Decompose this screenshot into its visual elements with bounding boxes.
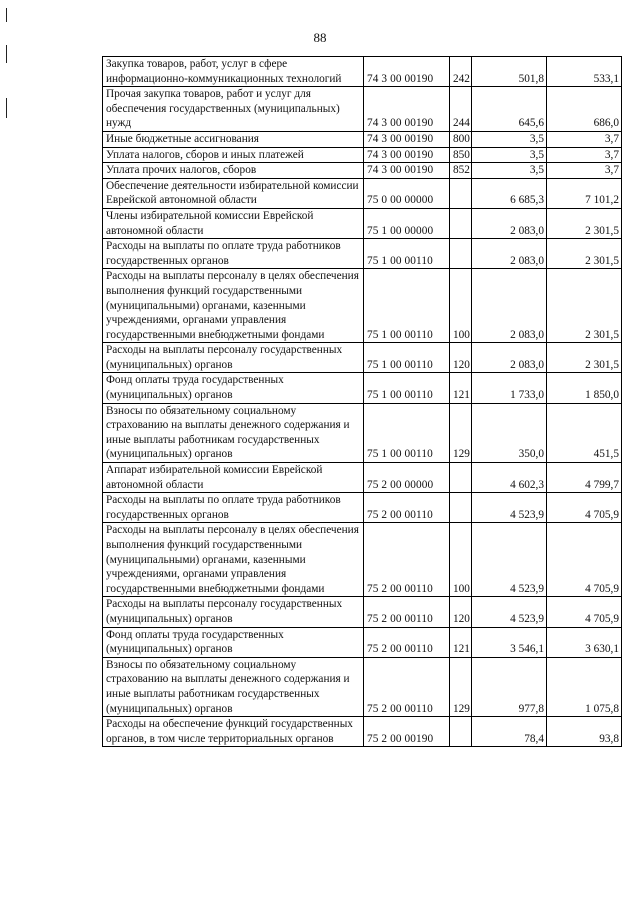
- row-year2: 3 630,1: [547, 627, 622, 657]
- table-row: [103, 87, 622, 132]
- row-vr: 120: [450, 343, 472, 373]
- row-vr: [450, 208, 472, 238]
- row-year1: 4 523,9: [472, 523, 547, 597]
- row-year2: 1 075,8: [547, 657, 622, 716]
- row-year2: 2 301,5: [547, 269, 622, 343]
- row-name: Члены избирательной комиссии Еврейской автономной области: [103, 208, 364, 238]
- page-number: 88: [313, 30, 327, 45]
- row-name: Расходы на выплаты персоналу государственных (муниципальных) органов: [103, 597, 364, 627]
- row-year1: 78,4: [472, 717, 547, 747]
- row-name: Взносы по обязательному социальному страхованию на выплаты денежного содержания и иные выплаты работникам государственных (муниципальных) органов: [103, 657, 364, 716]
- row-vr: 100: [450, 269, 472, 343]
- table-row: [103, 269, 622, 343]
- row-vr: 121: [450, 627, 472, 657]
- row-year1: 3,5: [472, 163, 547, 179]
- row-year1: 3 546,1: [472, 627, 547, 657]
- table-row: [103, 597, 622, 627]
- row-year2: 3,7: [547, 163, 622, 179]
- row-vr: 242: [450, 57, 472, 87]
- row-year1: 2 083,0: [472, 343, 547, 373]
- row-vr: 129: [450, 657, 472, 716]
- row-code: 75 2 00 00110: [364, 657, 450, 716]
- margin-mark: [6, 8, 7, 22]
- row-name: Уплата налогов, сборов и иных платежей: [103, 147, 364, 163]
- row-year1: 645,6: [472, 87, 547, 132]
- row-year1: 977,8: [472, 657, 547, 716]
- table-row: [103, 523, 622, 597]
- row-code: 74 3 00 00190: [364, 147, 450, 163]
- row-year2: 4 705,9: [547, 597, 622, 627]
- row-vr: [450, 178, 472, 208]
- row-vr: [450, 493, 472, 523]
- row-year2: 533,1: [547, 57, 622, 87]
- row-year2: 7 101,2: [547, 178, 622, 208]
- margin-mark: [6, 45, 7, 63]
- table-row: [103, 343, 622, 373]
- row-year2: 93,8: [547, 717, 622, 747]
- row-name: Уплата прочих налогов, сборов: [103, 163, 364, 179]
- row-name: Прочая закупка товаров, работ и услуг для обеспечения государственных (муниципальных) нужд: [103, 87, 364, 132]
- row-name: Фонд оплаты труда государственных (муниципальных) органов: [103, 627, 364, 657]
- row-code: 75 2 00 00190: [364, 717, 450, 747]
- table-row: [103, 131, 622, 147]
- table-row: [103, 493, 622, 523]
- row-name: Аппарат избирательной комиссии Еврейской автономной области: [103, 463, 364, 493]
- row-code: 75 1 00 00110: [364, 403, 450, 462]
- row-year2: 451,5: [547, 403, 622, 462]
- table-row: [103, 178, 622, 208]
- row-code: 74 3 00 00190: [364, 57, 450, 87]
- row-vr: [450, 239, 472, 269]
- row-code: 75 0 00 00000: [364, 178, 450, 208]
- row-vr: 852: [450, 163, 472, 179]
- table-row: [103, 463, 622, 493]
- row-year2: 686,0: [547, 87, 622, 132]
- row-name: Расходы на выплаты персоналу в целях обеспечения выполнения функций государственными (муниципальными) органами, казенными учреждениями, органами управления государственными внебюджетными фондами: [103, 269, 364, 343]
- row-code: 74 3 00 00190: [364, 163, 450, 179]
- row-name: Закупка товаров, работ, услуг в сфере информационно-коммуникационных технологий: [103, 57, 364, 87]
- table-row: [103, 239, 622, 269]
- row-vr: 121: [450, 373, 472, 403]
- row-code: 75 2 00 00110: [364, 523, 450, 597]
- row-year2: 2 301,5: [547, 343, 622, 373]
- row-year1: 4 523,9: [472, 597, 547, 627]
- row-year2: 4 799,7: [547, 463, 622, 493]
- margin-mark: [6, 98, 7, 118]
- row-year1: 6 685,3: [472, 178, 547, 208]
- row-vr: 850: [450, 147, 472, 163]
- row-year1: 2 083,0: [472, 208, 547, 238]
- row-vr: 244: [450, 87, 472, 132]
- row-year1: 4 523,9: [472, 493, 547, 523]
- row-year2: 3,7: [547, 147, 622, 163]
- row-name: Расходы на выплаты персоналу государственных (муниципальных) органов: [103, 343, 364, 373]
- row-year2: 4 705,9: [547, 493, 622, 523]
- table-row: [103, 373, 622, 403]
- row-code: 75 2 00 00110: [364, 597, 450, 627]
- table-row: [103, 717, 622, 747]
- table-row: [103, 657, 622, 716]
- row-code: 75 1 00 00000: [364, 208, 450, 238]
- row-name: Расходы на выплаты по оплате труда работников государственных органов: [103, 493, 364, 523]
- row-year1: 3,5: [472, 131, 547, 147]
- row-name: Расходы на обеспечение функций государственных органов, в том числе территориальных органов: [103, 717, 364, 747]
- row-year1: 350,0: [472, 403, 547, 462]
- row-year2: 1 850,0: [547, 373, 622, 403]
- row-code: 75 1 00 00110: [364, 269, 450, 343]
- row-vr: 120: [450, 597, 472, 627]
- row-name: Иные бюджетные ассигнования: [103, 131, 364, 147]
- row-vr: [450, 463, 472, 493]
- row-year1: 4 602,3: [472, 463, 547, 493]
- row-name: Обеспечение деятельности избирательной комиссии Еврейской автономной области: [103, 178, 364, 208]
- table-row: [103, 627, 622, 657]
- row-code: 74 3 00 00190: [364, 131, 450, 147]
- table-row: [103, 208, 622, 238]
- row-year1: 501,8: [472, 57, 547, 87]
- row-year1: 1 733,0: [472, 373, 547, 403]
- row-year2: 3,7: [547, 131, 622, 147]
- row-vr: 800: [450, 131, 472, 147]
- row-code: 75 1 00 00110: [364, 239, 450, 269]
- table-row: [103, 147, 622, 163]
- row-code: 75 2 00 00000: [364, 463, 450, 493]
- row-code: 75 1 00 00110: [364, 373, 450, 403]
- row-year2: 2 301,5: [547, 208, 622, 238]
- row-name: Взносы по обязательному социальному страхованию на выплаты денежного содержания и иные выплаты работникам государственных (муниципальных) органов: [103, 403, 364, 462]
- row-name: Фонд оплаты труда государственных (муниципальных) органов: [103, 373, 364, 403]
- table-row: [103, 163, 622, 179]
- table-row: [103, 57, 622, 87]
- row-code: 75 1 00 00110: [364, 343, 450, 373]
- row-code: 75 2 00 00110: [364, 627, 450, 657]
- row-year2: 4 705,9: [547, 523, 622, 597]
- row-year1: 2 083,0: [472, 239, 547, 269]
- row-name: Расходы на выплаты персоналу в целях обеспечения выполнения функций государственными (муниципальными) органами, казенными учреждениями, органами управления государственными внебюджетными фондами: [103, 523, 364, 597]
- budget-table: [102, 56, 622, 747]
- row-vr: 100: [450, 523, 472, 597]
- row-name: Расходы на выплаты по оплате труда работников государственных органов: [103, 239, 364, 269]
- row-year1: 3,5: [472, 147, 547, 163]
- table-row: [103, 403, 622, 462]
- row-code: 75 2 00 00110: [364, 493, 450, 523]
- row-code: 74 3 00 00190: [364, 87, 450, 132]
- row-year2: 2 301,5: [547, 239, 622, 269]
- row-vr: [450, 717, 472, 747]
- row-vr: 129: [450, 403, 472, 462]
- row-year1: 2 083,0: [472, 269, 547, 343]
